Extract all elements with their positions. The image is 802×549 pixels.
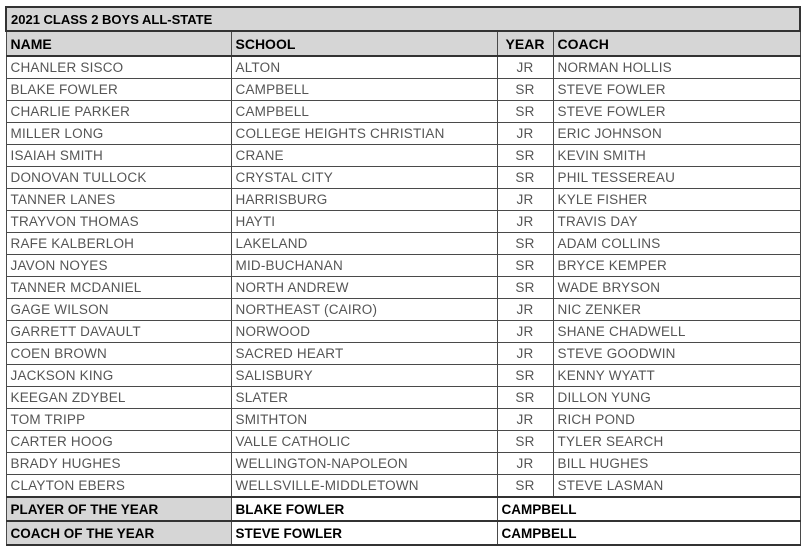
- cell-coach: NORMAN HOLLIS: [553, 56, 800, 79]
- cell-year: JR: [497, 123, 553, 145]
- cell-year: SR: [497, 387, 553, 409]
- cell-year: SR: [497, 365, 553, 387]
- cell-year: SR: [497, 233, 553, 255]
- cell-year: JR: [497, 343, 553, 365]
- cell-year: SR: [497, 145, 553, 167]
- cell-year: SR: [497, 431, 553, 453]
- table-title-row: [6, 7, 800, 31]
- cell-year: JR: [497, 211, 553, 233]
- cell-coach: STEVE LASMAN: [553, 475, 800, 498]
- award-row: [6, 521, 800, 545]
- cell-coach: STEVE FOWLER: [553, 101, 800, 123]
- cell-year: JR: [497, 56, 553, 79]
- table-row: [6, 167, 800, 189]
- table-row: [6, 431, 800, 453]
- cell-school: HARRISBURG: [231, 189, 497, 211]
- cell-name: RAFE KALBERLOH: [6, 233, 231, 255]
- cell-coach: BILL HUGHES: [553, 453, 800, 475]
- cell-coach: KENNY WYATT: [553, 365, 800, 387]
- cell-school: LAKELAND: [231, 233, 497, 255]
- cell-school: NORWOOD: [231, 321, 497, 343]
- cell-name: BLAKE FOWLER: [6, 79, 231, 101]
- cell-name: TANNER LANES: [6, 189, 231, 211]
- cell-name: TANNER MCDANIEL: [6, 277, 231, 299]
- cell-year: JR: [497, 453, 553, 475]
- award-label: COACH OF THE YEAR: [6, 521, 231, 545]
- award-label: PLAYER OF THE YEAR: [6, 497, 231, 521]
- cell-school: WELLSVILLE-MIDDLETOWN: [231, 475, 497, 498]
- column-header-name: NAME: [6, 31, 231, 56]
- cell-coach: PHIL TESSEREAU: [553, 167, 800, 189]
- cell-school: MID-BUCHANAN: [231, 255, 497, 277]
- table-row: [6, 189, 800, 211]
- cell-school: SALISBURY: [231, 365, 497, 387]
- cell-coach: RICH POND: [553, 409, 800, 431]
- cell-name: CHANLER SISCO: [6, 56, 231, 79]
- table-body: [6, 56, 800, 497]
- table-row: [6, 79, 800, 101]
- award-person: BLAKE FOWLER: [231, 497, 497, 521]
- all-state-table-container: [5, 6, 799, 546]
- table-row: [6, 409, 800, 431]
- table-row: [6, 321, 800, 343]
- table-row: [6, 211, 800, 233]
- cell-name: JAVON NOYES: [6, 255, 231, 277]
- award-person: STEVE FOWLER: [231, 521, 497, 545]
- cell-name: COEN BROWN: [6, 343, 231, 365]
- cell-name: CHARLIE PARKER: [6, 101, 231, 123]
- cell-school: SLATER: [231, 387, 497, 409]
- cell-name: JACKSON KING: [6, 365, 231, 387]
- table-row: [6, 56, 800, 79]
- cell-coach: ERIC JOHNSON: [553, 123, 800, 145]
- cell-name: MILLER LONG: [6, 123, 231, 145]
- cell-school: NORTHEAST (CAIRO): [231, 299, 497, 321]
- cell-name: BRADY HUGHES: [6, 453, 231, 475]
- awards-body: [6, 497, 800, 545]
- cell-coach: DILLON YUNG: [553, 387, 800, 409]
- cell-year: SR: [497, 167, 553, 189]
- table-row: [6, 145, 800, 167]
- table-row: [6, 299, 800, 321]
- award-row: [6, 497, 800, 521]
- table-row: [6, 123, 800, 145]
- table-row: [6, 475, 800, 498]
- cell-year: SR: [497, 101, 553, 123]
- cell-school: SACRED HEART: [231, 343, 497, 365]
- cell-name: CARTER HOOG: [6, 431, 231, 453]
- cell-coach: SHANE CHADWELL: [553, 321, 800, 343]
- column-header-school: SCHOOL: [231, 31, 497, 56]
- table-row: [6, 233, 800, 255]
- cell-coach: ADAM COLLINS: [553, 233, 800, 255]
- cell-school: CAMPBELL: [231, 79, 497, 101]
- cell-school: CRANE: [231, 145, 497, 167]
- cell-school: SMITHTON: [231, 409, 497, 431]
- cell-school: NORTH ANDREW: [231, 277, 497, 299]
- cell-school: WELLINGTON-NAPOLEON: [231, 453, 497, 475]
- award-school: CAMPBELL: [497, 521, 800, 545]
- cell-year: SR: [497, 79, 553, 101]
- cell-year: JR: [497, 189, 553, 211]
- table-row: [6, 387, 800, 409]
- cell-school: CRYSTAL CITY: [231, 167, 497, 189]
- table-row: [6, 365, 800, 387]
- column-header-coach: COACH: [553, 31, 800, 56]
- cell-coach: NIC ZENKER: [553, 299, 800, 321]
- cell-coach: WADE BRYSON: [553, 277, 800, 299]
- cell-coach: STEVE FOWLER: [553, 79, 800, 101]
- cell-name: CLAYTON EBERS: [6, 475, 231, 498]
- table-row: [6, 343, 800, 365]
- cell-year: JR: [497, 299, 553, 321]
- table-row: [6, 277, 800, 299]
- cell-coach: TYLER SEARCH: [553, 431, 800, 453]
- cell-school: COLLEGE HEIGHTS CHRISTIAN: [231, 123, 497, 145]
- cell-coach: STEVE GOODWIN: [553, 343, 800, 365]
- cell-name: GARRETT DAVAULT: [6, 321, 231, 343]
- cell-name: TOM TRIPP: [6, 409, 231, 431]
- cell-year: JR: [497, 409, 553, 431]
- cell-name: ISAIAH SMITH: [6, 145, 231, 167]
- cell-year: JR: [497, 321, 553, 343]
- table-row: [6, 101, 800, 123]
- cell-coach: KYLE FISHER: [553, 189, 800, 211]
- cell-coach: KEVIN SMITH: [553, 145, 800, 167]
- award-school: CAMPBELL: [497, 497, 800, 521]
- table-row: [6, 255, 800, 277]
- all-state-table: [5, 6, 801, 546]
- table-row: [6, 453, 800, 475]
- cell-name: KEEGAN ZDYBEL: [6, 387, 231, 409]
- column-header-row: [6, 31, 800, 56]
- cell-name: GAGE WILSON: [6, 299, 231, 321]
- column-header-year: YEAR: [497, 31, 553, 56]
- cell-name: DONOVAN TULLOCK: [6, 167, 231, 189]
- cell-year: SR: [497, 255, 553, 277]
- cell-name: TRAYVON THOMAS: [6, 211, 231, 233]
- cell-year: SR: [497, 475, 553, 498]
- cell-school: ALTON: [231, 56, 497, 79]
- cell-coach: BRYCE KEMPER: [553, 255, 800, 277]
- cell-school: VALLE CATHOLIC: [231, 431, 497, 453]
- cell-school: CAMPBELL: [231, 101, 497, 123]
- cell-school: HAYTI: [231, 211, 497, 233]
- table-title: 2021 CLASS 2 BOYS ALL-STATE: [6, 7, 800, 31]
- cell-year: SR: [497, 277, 553, 299]
- cell-coach: TRAVIS DAY: [553, 211, 800, 233]
